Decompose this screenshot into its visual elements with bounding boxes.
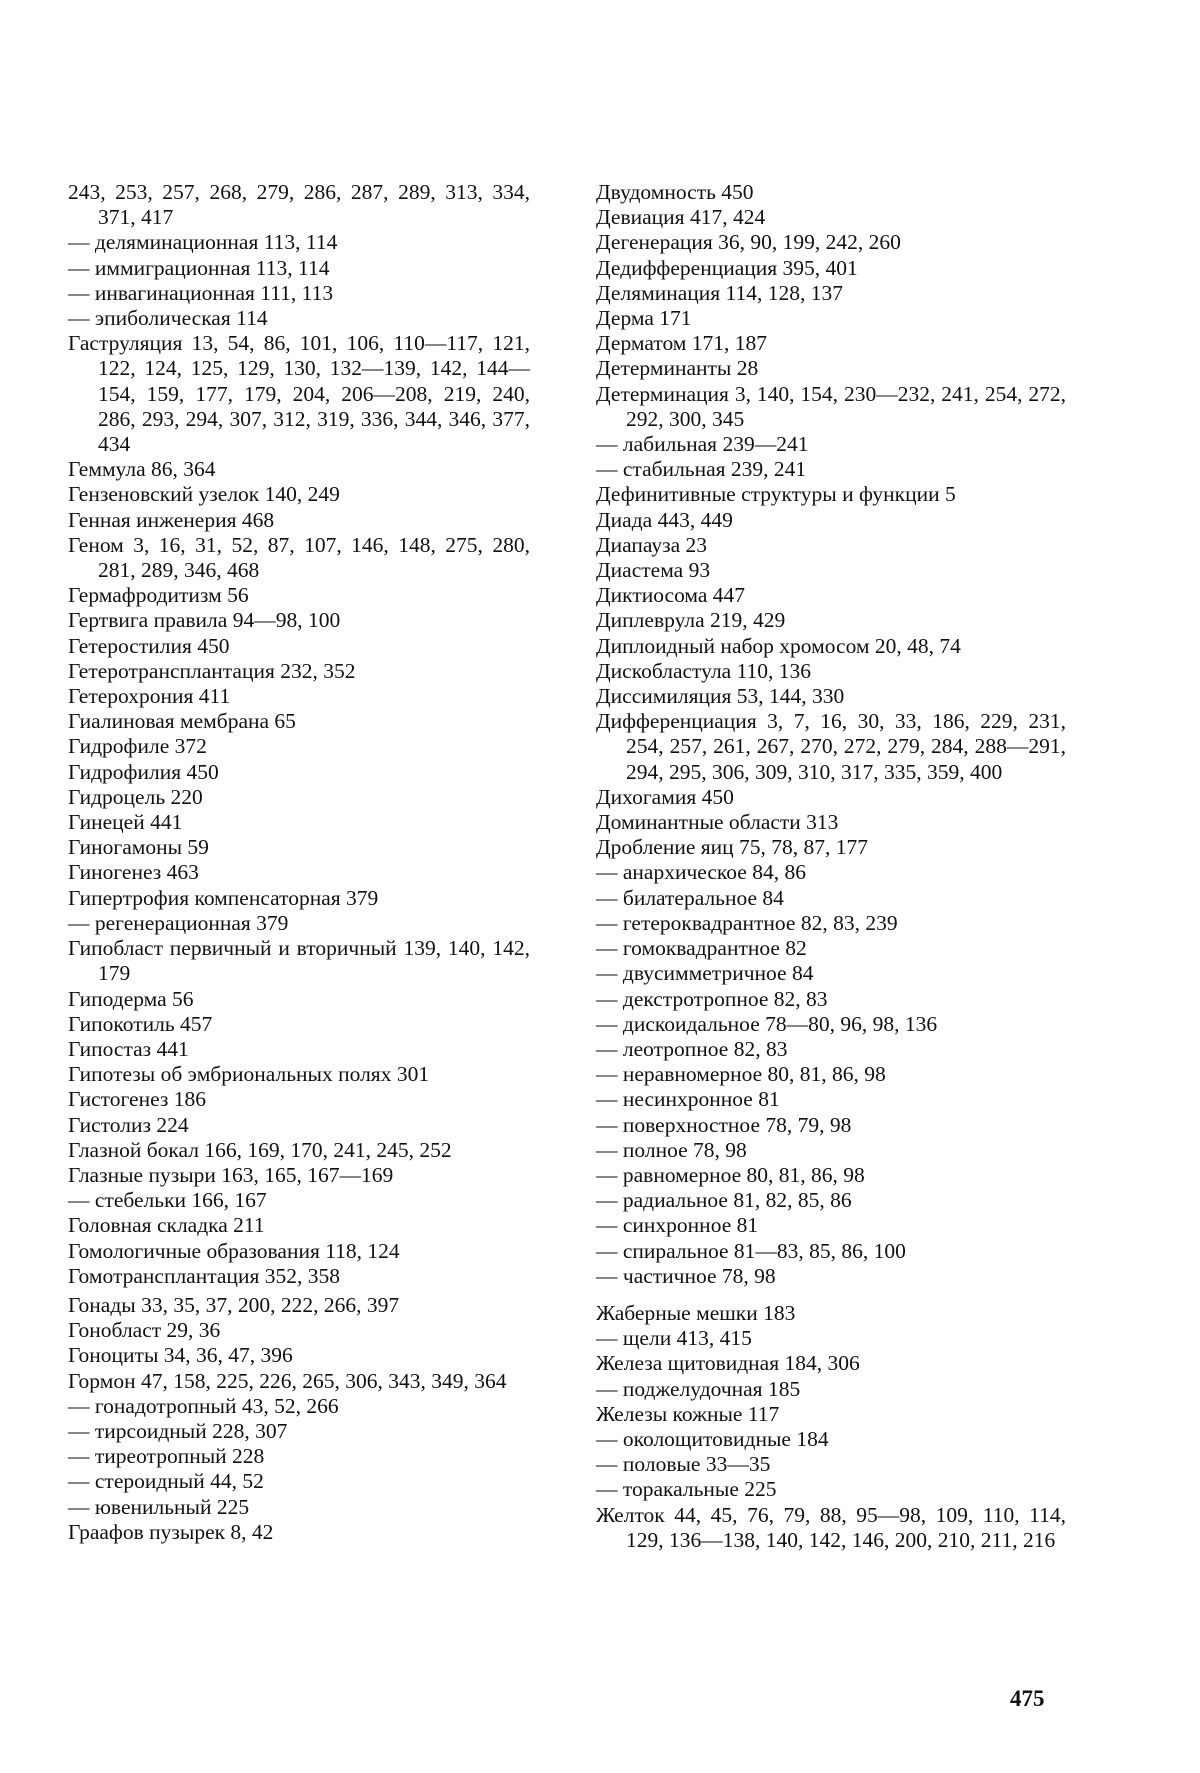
index-entry: 243, 253, 257, 268, 279, 286, 287, 289, 313, 334, 371, 417 bbox=[68, 180, 530, 230]
index-entry: Гиногамоны 59 bbox=[68, 835, 209, 860]
index-entry: Гипотезы об эмбриональных полях 301 bbox=[68, 1062, 430, 1087]
index-entry: Детерминанты 28 bbox=[596, 356, 759, 381]
index-entry: Гензеновский узелок 140, 249 bbox=[68, 482, 340, 507]
index-entry: Гистолиз 224 bbox=[68, 1112, 189, 1137]
index-entry: — равномерное 80, 81, 86, 98 bbox=[596, 1162, 865, 1187]
index-entry: Диктиосома 447 bbox=[596, 583, 746, 608]
index-entry: — радиальное 81, 82, 85, 86 bbox=[596, 1188, 852, 1213]
index-entry: — околощитовидные 184 bbox=[596, 1426, 829, 1451]
index-entry: — поджелудочная 185 bbox=[596, 1376, 801, 1401]
index-entry: — билатеральное 84 bbox=[596, 885, 784, 910]
index-entry: — ювенильный 225 bbox=[68, 1494, 250, 1519]
index-entry: Гормон 47, 158, 225, 226, 265, 306, 343, 349, 364 bbox=[68, 1368, 507, 1393]
index-entry: Диплоидный набор хромосом 20, 48, 74 bbox=[596, 633, 961, 658]
index-entry: Глазной бокал 166, 169, 170, 241, 245, 252 bbox=[68, 1137, 452, 1162]
index-entry: Геммула 86, 364 bbox=[68, 457, 216, 482]
index-entry: Диапауза 23 bbox=[596, 532, 708, 557]
index-entry: — поверхностное 78, 79, 98 bbox=[596, 1112, 852, 1137]
index-entry: Гомотрансплантация 352, 358 bbox=[68, 1263, 340, 1288]
index-entry: Дискобластула 110, 136 bbox=[596, 658, 812, 683]
index-entry: Желток 44, 45, 76, 79, 88, 95—98, 109, 110, 114, 129, 136—138, 140, 142, 146, 200, 210, 211, 216 bbox=[596, 1502, 1066, 1552]
index-entry: Доминантные области 313 bbox=[596, 810, 839, 835]
index-entry: Девиация 417, 424 bbox=[596, 205, 766, 230]
index-entry: Головная складка 211 bbox=[68, 1213, 265, 1238]
index-entry: — дискоидальное 78—80, 96, 98, 136 bbox=[596, 1011, 938, 1036]
index-entry: Дегенерация 36, 90, 199, 242, 260 bbox=[596, 230, 901, 255]
index-entry: Гидрофилия 450 bbox=[68, 759, 219, 784]
index-entry: Железы кожные 117 bbox=[596, 1401, 780, 1426]
index-entry: Дерма 171 bbox=[596, 306, 692, 331]
index-entry: Гаструляция 13, 54, 86, 101, 106, 110—117, 121, 122, 124, 125, 129, 130, 132—139, 142, 144—154, 159, 177, 179, 204, 206—208, 219, 240, 286, 293, 294, 307, 312, 319, 336, 344, 346, 377, 434 bbox=[68, 331, 530, 457]
index-entry: Геном 3, 16, 31, 52, 87, 107, 146, 148, 275, 280, 281, 289, 346, 468 bbox=[68, 532, 530, 583]
index-entry: Жаберные мешки 183 bbox=[596, 1300, 796, 1325]
index-entry: Гиподерма 56 bbox=[68, 986, 194, 1011]
index-entry: Гистогенез 186 bbox=[68, 1087, 207, 1112]
index-entry: Граафов пузырек 8, 42 bbox=[68, 1519, 274, 1544]
index-entry: — стебельки 166, 167 bbox=[68, 1188, 267, 1213]
index-entry: — несинхронное 81 bbox=[596, 1087, 780, 1112]
index-entry: — неравномерное 80, 81, 86, 98 bbox=[596, 1062, 886, 1087]
index-entry: Гетеротрансплантация 232, 352 bbox=[68, 658, 356, 683]
index-entry: Двудомность 450 bbox=[596, 180, 754, 204]
index-entry: Гомологичные образования 118, 124 bbox=[68, 1238, 400, 1263]
index-entry: — спиральное 81—83, 85, 86, 100 bbox=[596, 1238, 906, 1263]
index-entry: — декстротропное 82, 83 bbox=[596, 986, 828, 1011]
index-entry: Гиалиновая мембрана 65 bbox=[68, 709, 296, 734]
page-number: 475 bbox=[1010, 1686, 1045, 1711]
index-entry: Генная инженерия 468 bbox=[68, 507, 275, 532]
index-entry: Гоноциты 34, 36, 47, 396 bbox=[68, 1343, 293, 1368]
index-entry: Глазные пузыри 163, 165, 167—169 bbox=[68, 1162, 394, 1187]
index-entry: — тиреотропный 228 bbox=[68, 1444, 265, 1469]
index-entry: Дифференциация 3, 7, 16, 30, 33, 186, 229, 231, 254, 257, 261, 267, 270, 272, 279, 284, 288—291, 294, 295, 306, 309, 310, 317, 335, 359, 400 bbox=[596, 709, 1066, 784]
index-entry: — инвагинационная 111, 113 bbox=[68, 280, 334, 305]
index-entry: Детерминация 3, 140, 154, 230—232, 241, 254, 272, 292, 300, 345 bbox=[596, 381, 1066, 431]
index-entry: — анархическое 84, 86 bbox=[596, 860, 806, 885]
index-entry: — тирсоидный 228, 307 bbox=[68, 1418, 288, 1443]
index-entry: Гипобласт первичный и вторичный 139, 140, 142, 179 bbox=[68, 936, 530, 986]
index-entry: — двусимметричное 84 bbox=[596, 961, 814, 986]
index-entry: Дефинитивные структуры и функции 5 bbox=[596, 482, 956, 507]
index-entry: — иммиграционная 113, 114 bbox=[68, 255, 330, 280]
index-entry: Гермафродитизм 56 bbox=[68, 583, 249, 608]
index-entry: Диплеврула 219, 429 bbox=[596, 608, 786, 633]
index-entry: — частичное 78, 98 bbox=[596, 1263, 776, 1288]
index-entry: Дихогамия 450 bbox=[596, 784, 734, 809]
index-entry: — торакальные 225 bbox=[596, 1477, 777, 1502]
index-entry: Гидроцель 220 bbox=[68, 784, 203, 809]
index-entry: — стабильная 239, 241 bbox=[596, 457, 807, 482]
index-entry: Диссимиляция 53, 144, 330 bbox=[596, 684, 845, 709]
index-entry: Гертвига правила 94—98, 100 bbox=[68, 608, 341, 633]
index-entry: — гонадотропный 43, 52, 266 bbox=[68, 1393, 339, 1418]
index-entry: — полное 78, 98 bbox=[596, 1137, 747, 1162]
index-entry: Гиногенез 463 bbox=[68, 860, 199, 885]
index-entry: Гипокотиль 457 bbox=[68, 1011, 213, 1036]
index-entry: — эпиболическая 114 bbox=[68, 306, 268, 331]
index-entry: Дерматом 171, 187 bbox=[596, 331, 768, 356]
index-entry: — гомоквадрантное 82 bbox=[596, 936, 807, 961]
index-entry: Гидрофиле 372 bbox=[68, 734, 207, 759]
index-entry: Гипостаз 441 bbox=[68, 1036, 189, 1061]
index-entry: Гонобласт 29, 36 bbox=[68, 1318, 221, 1343]
index-entry: — щели 413, 415 bbox=[596, 1326, 752, 1351]
index-entry: — стероидный 44, 52 bbox=[68, 1469, 264, 1494]
index-entry: Железа щитовидная 184, 306 bbox=[596, 1351, 860, 1376]
index-entry: Гетеростилия 450 bbox=[68, 633, 230, 658]
index-entry: Гинецей 441 bbox=[68, 810, 183, 835]
index-entry: — лабильная 239—241 bbox=[596, 432, 809, 457]
index-entry: — регенерационная 379 bbox=[68, 910, 289, 935]
index-entry: — гетероквадрантное 82, 83, 239 bbox=[596, 910, 898, 935]
index-entry: — деляминационная 113, 114 bbox=[68, 230, 338, 255]
index-entry: Дробление яиц 75, 78, 87, 177 bbox=[596, 835, 869, 860]
index-entry: Гетерохрония 411 bbox=[68, 684, 231, 709]
index-entry: Диастема 93 bbox=[596, 558, 711, 583]
index-entry: Диада 443, 449 bbox=[596, 507, 733, 532]
index-entry: Деляминация 114, 128, 137 bbox=[596, 280, 843, 305]
index-entry: Гонады 33, 35, 37, 200, 222, 266, 397 bbox=[68, 1292, 400, 1317]
index-entry: Гипертрофия компенсаторная 379 bbox=[68, 885, 379, 910]
index-column-left bbox=[68, 180, 530, 1545]
index-entry: — половые 33—35 bbox=[596, 1452, 771, 1477]
index-entry: Дедифференциация 395, 401 bbox=[596, 255, 858, 280]
index-entry: — леотропное 82, 83 bbox=[596, 1036, 788, 1061]
index-entry: — синхронное 81 bbox=[596, 1213, 759, 1238]
index-column-right bbox=[596, 180, 1066, 1553]
